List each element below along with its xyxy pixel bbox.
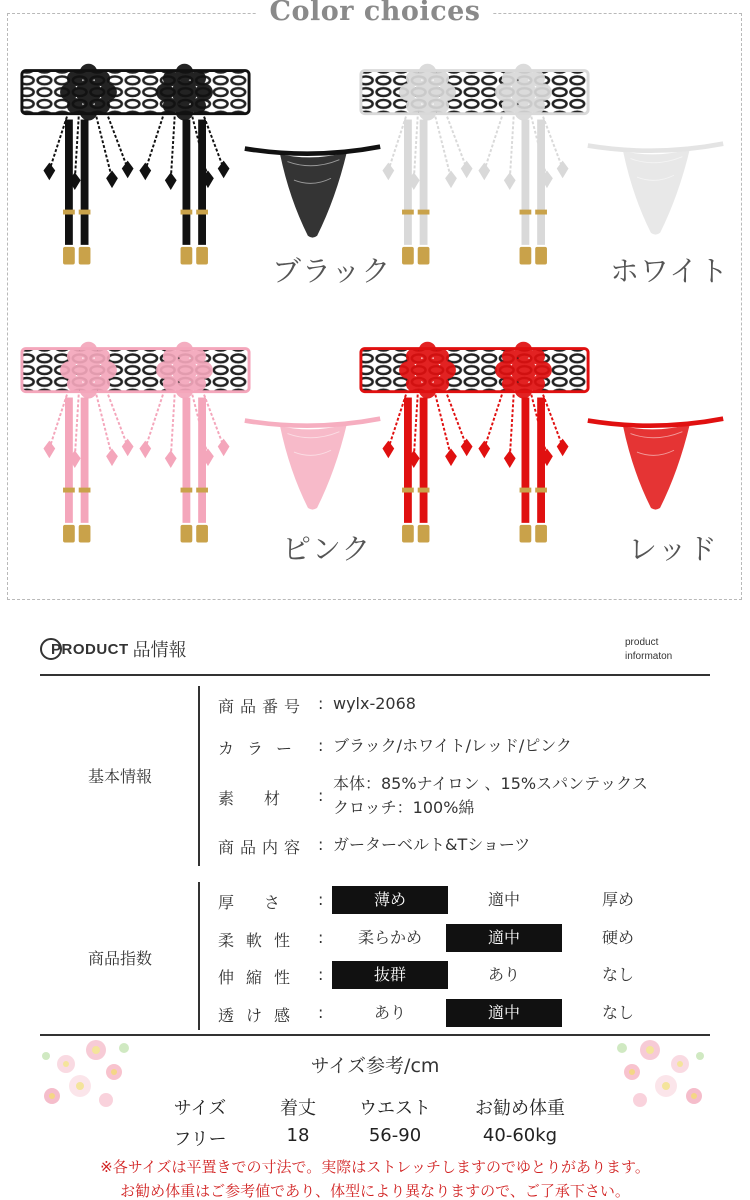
product-information-caption: product informaton	[625, 637, 673, 662]
field-value-product-number: wylx-2068	[333, 694, 416, 713]
index-option-selected: 抜群	[332, 961, 448, 989]
colon: :	[318, 786, 324, 805]
size-header-size: サイズ	[173, 1098, 227, 1119]
size-reference-title: サイズ参考/cm	[310, 1055, 440, 1077]
white-thong-image	[577, 140, 734, 242]
white-garter-belt-image	[357, 56, 592, 280]
red-thong-image	[577, 415, 734, 517]
size-header-length: 着丈	[280, 1098, 316, 1119]
size-note-2: お勧め体重はご参考値であり、体型により異なりますので、ご了承下さい。	[120, 1182, 630, 1200]
size-value-waist: 56-90	[368, 1125, 422, 1146]
index-label: 伸縮性	[218, 968, 303, 987]
index-option: 厚め	[601, 890, 634, 909]
colon: :	[318, 965, 324, 984]
color-choices-title: Color choices	[0, 0, 750, 27]
size-value-length: 18	[286, 1125, 310, 1146]
index-option: 硬め	[601, 928, 634, 947]
colon: :	[318, 890, 324, 909]
black-garter-belt-image	[18, 56, 253, 280]
colon: :	[318, 928, 324, 947]
index-label: 透け感	[218, 1006, 303, 1025]
pink-garter-belt-image	[18, 334, 253, 558]
size-note-1: ※各サイズは平置きでの寸法で。実際はストレッチしますのでゆとりがあります。	[100, 1158, 650, 1176]
size-value-weight: 40-60kg	[482, 1125, 558, 1146]
field-value-contents: ガーターベルト&Tショーツ	[333, 835, 531, 854]
index-option: なし	[601, 1003, 634, 1022]
field-label-contents: 商品内容	[218, 838, 307, 857]
index-option: なし	[601, 965, 634, 984]
basic-info-section-label: 基本情報	[87, 767, 152, 786]
field-label-material: 素材	[218, 789, 311, 808]
size-header-weight: お勧め体重	[475, 1098, 565, 1119]
index-option-selected: 適中	[446, 999, 562, 1027]
product-logo	[40, 636, 187, 662]
index-option: あり	[373, 1003, 406, 1022]
color-label-pink: ピンク	[282, 532, 372, 566]
color-label-white: ホワイト	[610, 254, 730, 288]
colon: :	[318, 694, 324, 713]
divider-top	[40, 674, 710, 676]
colon: :	[318, 835, 324, 854]
field-label-color: カラー	[218, 739, 306, 758]
product-logo-word: PRODUCT	[51, 640, 129, 658]
field-value-color: ブラック/ホワイト/レッド/ピンク	[333, 736, 572, 755]
index-section-label: 商品指数	[87, 949, 152, 968]
size-value-size: フリー	[173, 1129, 227, 1150]
color-label-red: レッド	[628, 532, 718, 566]
colon: :	[318, 736, 324, 755]
index-option-selected: 薄め	[332, 886, 448, 914]
index-option: 適中	[487, 890, 520, 909]
field-label-product-number: 商品番号	[218, 697, 307, 716]
size-header-waist: ウエスト	[359, 1098, 431, 1119]
product-info-title: 品情報	[132, 640, 187, 661]
field-value-material-body: 本体：85%ナイロン 、15%スパンテックス	[333, 774, 648, 793]
color-label-black: ブラック	[272, 254, 392, 288]
index-label: 厚さ	[218, 893, 311, 912]
red-garter-belt-image	[357, 334, 592, 558]
product-info-header	[40, 632, 710, 676]
field-value-material-crotch: クロッチ：100%綿	[333, 798, 475, 817]
index-option: 柔らかめ	[357, 928, 422, 947]
index-option: あり	[487, 965, 520, 984]
index-option-selected: 適中	[446, 924, 562, 952]
colon: :	[318, 1003, 324, 1022]
index-label: 柔軟性	[218, 931, 303, 950]
